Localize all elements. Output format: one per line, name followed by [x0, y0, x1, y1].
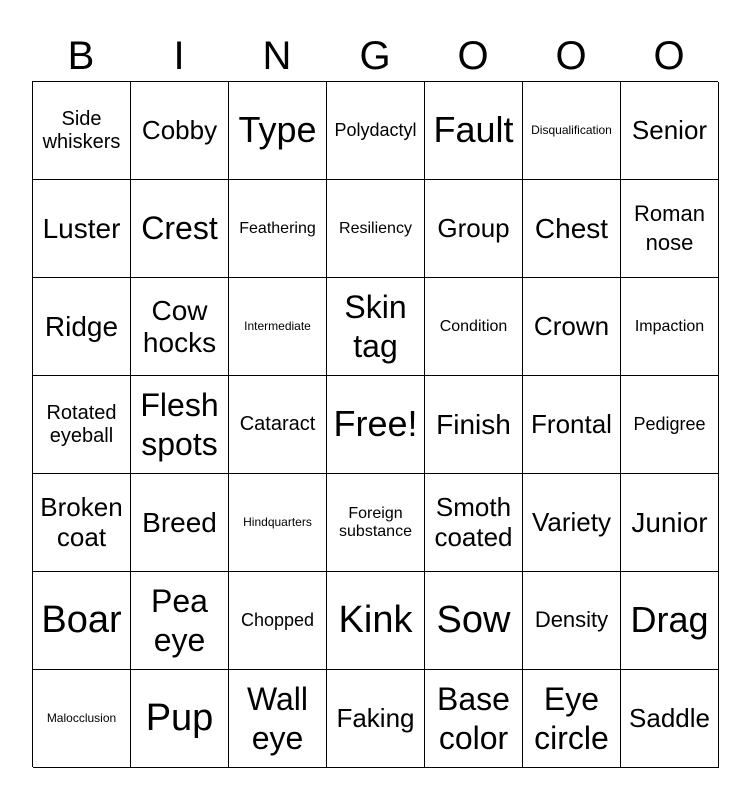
bingo-cell[interactable]: Frontal — [523, 376, 621, 474]
bingo-cell[interactable]: Broken coat — [33, 474, 131, 572]
bingo-cell[interactable]: Sow — [425, 572, 523, 670]
bingo-cell[interactable]: Ridge — [33, 278, 131, 376]
bingo-cell[interactable]: Senior — [621, 82, 719, 180]
header-letter-o: O — [653, 34, 685, 78]
bingo-cell[interactable]: Saddle — [621, 670, 719, 768]
bingo-cell[interactable]: Malocclusion — [33, 670, 131, 768]
header-letter-n: N — [262, 34, 292, 78]
bingo-cell[interactable]: Chest — [523, 180, 621, 278]
bingo-cell[interactable]: Foreign substance — [327, 474, 425, 572]
header-letter-o: O — [457, 34, 489, 78]
bingo-cell[interactable]: Drag — [621, 572, 719, 670]
bingo-board — [32, 81, 718, 767]
bingo-cell[interactable]: Hindquarters — [229, 474, 327, 572]
bingo-cell[interactable]: Resiliency — [327, 180, 425, 278]
bingo-cell[interactable]: Cataract — [229, 376, 327, 474]
bingo-cell[interactable]: Finish — [425, 376, 523, 474]
bingo-cell[interactable]: Pedigree — [621, 376, 719, 474]
header-letter-b: B — [67, 34, 95, 78]
bingo-cell[interactable]: Roman nose — [621, 180, 719, 278]
bingo-cell[interactable]: Boar — [33, 572, 131, 670]
bingo-cell[interactable]: Flesh spots — [131, 376, 229, 474]
bingo-cell[interactable]: Smoth coated — [425, 474, 523, 572]
bingo-cell[interactable]: Fault — [425, 82, 523, 180]
bingo-cell[interactable]: Side whiskers — [33, 82, 131, 180]
bingo-cell[interactable]: Chopped — [229, 572, 327, 670]
bingo-cell[interactable]: Cobby — [131, 82, 229, 180]
bingo-cell[interactable]: Crest — [131, 180, 229, 278]
bingo-cell[interactable]: Base color — [425, 670, 523, 768]
bingo-cell[interactable]: Group — [425, 180, 523, 278]
bingo-header — [32, 30, 718, 82]
bingo-cell[interactable]: Variety — [523, 474, 621, 572]
bingo-cell[interactable]: Skin tag — [327, 278, 425, 376]
bingo-cell[interactable]: Breed — [131, 474, 229, 572]
header-letter-i: I — [173, 34, 185, 78]
bingo-cell[interactable]: Condition — [425, 278, 523, 376]
bingo-cell[interactable]: Cow hocks — [131, 278, 229, 376]
bingo-cell[interactable]: Disqualification — [523, 82, 621, 180]
bingo-cell[interactable]: Kink — [327, 572, 425, 670]
bingo-cell[interactable]: Pea eye — [131, 572, 229, 670]
bingo-cell[interactable]: Rotated eyeball — [33, 376, 131, 474]
header-letter-g: G — [359, 34, 391, 78]
bingo-cell[interactable]: Pup — [131, 670, 229, 768]
bingo-cell[interactable]: Eye circle — [523, 670, 621, 768]
bingo-cell[interactable]: Wall eye — [229, 670, 327, 768]
bingo-cell[interactable]: Impaction — [621, 278, 719, 376]
bingo-cell[interactable]: Intermediate — [229, 278, 327, 376]
bingo-cell[interactable]: Polydactyl — [327, 82, 425, 180]
bingo-cell[interactable]: Junior — [621, 474, 719, 572]
bingo-cell[interactable]: Density — [523, 572, 621, 670]
bingo-cell[interactable]: Crown — [523, 278, 621, 376]
bingo-cell[interactable]: Faking — [327, 670, 425, 768]
bingo-cell[interactable]: Feathering — [229, 180, 327, 278]
free-space-cell[interactable]: Free! — [327, 376, 425, 474]
bingo-cell[interactable]: Luster — [33, 180, 131, 278]
bingo-cell[interactable]: Type — [229, 82, 327, 180]
header-letter-o: O — [555, 34, 587, 78]
